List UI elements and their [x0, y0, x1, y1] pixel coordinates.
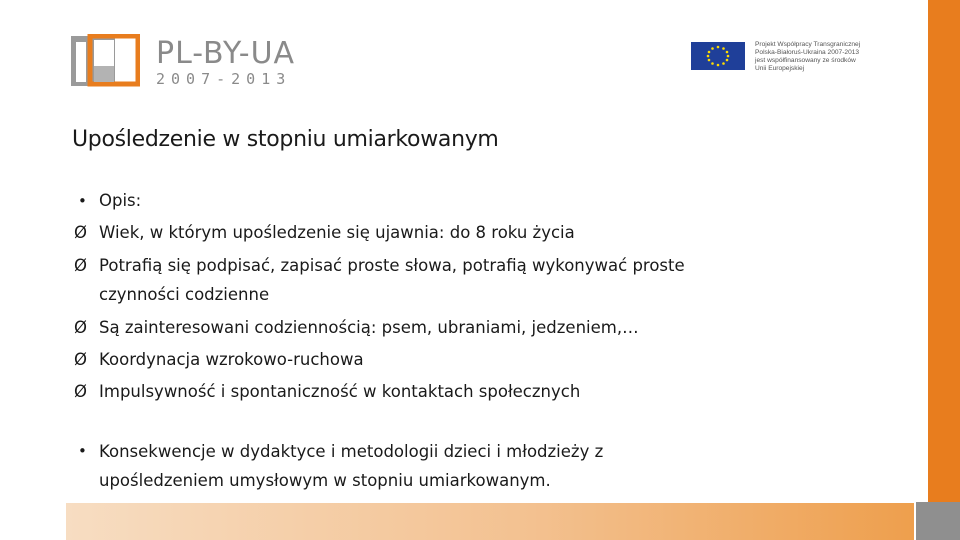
bottom-accent-strip	[66, 503, 914, 540]
pl-by-ua-logo-icon	[70, 34, 140, 88]
arrow-bullet-icon: Ø	[74, 350, 87, 369]
list-item-text: Konsekwencje w dydaktyce i metodologii dzieci i młodzieży z upośledzeniem umysłowym w stopniu umiarkowanym.	[99, 442, 604, 490]
list-item	[74, 185, 714, 217]
logo-name: PL-BY-UA	[156, 36, 296, 71]
list-spacer	[74, 408, 714, 437]
list-item	[74, 437, 714, 498]
list-item-text: Są zainteresowani codziennością: psem, ubraniami, jedzeniem,…	[99, 318, 639, 337]
list-item	[74, 344, 714, 376]
bullet-dot-icon: •	[78, 192, 87, 210]
list-item	[74, 249, 714, 312]
arrow-bullet-icon: Ø	[74, 318, 87, 337]
list-item-text: Impulsywność i spontaniczność w kontaktach społecznych	[99, 382, 581, 401]
eu-flag-icon	[691, 42, 745, 70]
eu-funding-caption	[755, 41, 920, 73]
arrow-bullet-icon: Ø	[74, 223, 87, 242]
logo-years: 2007-2013	[156, 70, 292, 88]
bullet-list	[74, 185, 714, 498]
eu-caption-line: Projekt Współpracy Transgranicznej	[755, 41, 861, 48]
bullet-dot-icon: •	[78, 442, 87, 460]
list-item-text: Opis:	[99, 191, 142, 210]
eu-caption-line: jest współfinansowany ze środków	[755, 57, 856, 64]
list-item	[74, 217, 714, 249]
arrow-bullet-icon: Ø	[74, 256, 87, 275]
list-item	[74, 376, 714, 408]
list-item-text: Koordynacja wzrokowo-ruchowa	[99, 350, 364, 369]
eu-caption-line: Unii Europejskiej	[755, 65, 805, 72]
slide-title: Upośledzenie w stopniu umiarkowanym	[72, 127, 499, 152]
corner-block	[916, 502, 960, 540]
list-item	[74, 312, 714, 344]
right-accent-bar	[928, 0, 960, 502]
eu-caption-line: Polska-Białoruś-Ukraina 2007-2013	[755, 49, 860, 56]
arrow-bullet-icon: Ø	[74, 382, 87, 401]
list-item-text: Potrafią się podpisać, zapisać proste słowa, potrafią wykonywać proste czynności codzienne	[99, 256, 685, 304]
logo-wordmark	[156, 38, 295, 88]
list-item-text: Wiek, w którym upośledzenie się ujawnia: do 8 roku życia	[99, 223, 575, 242]
